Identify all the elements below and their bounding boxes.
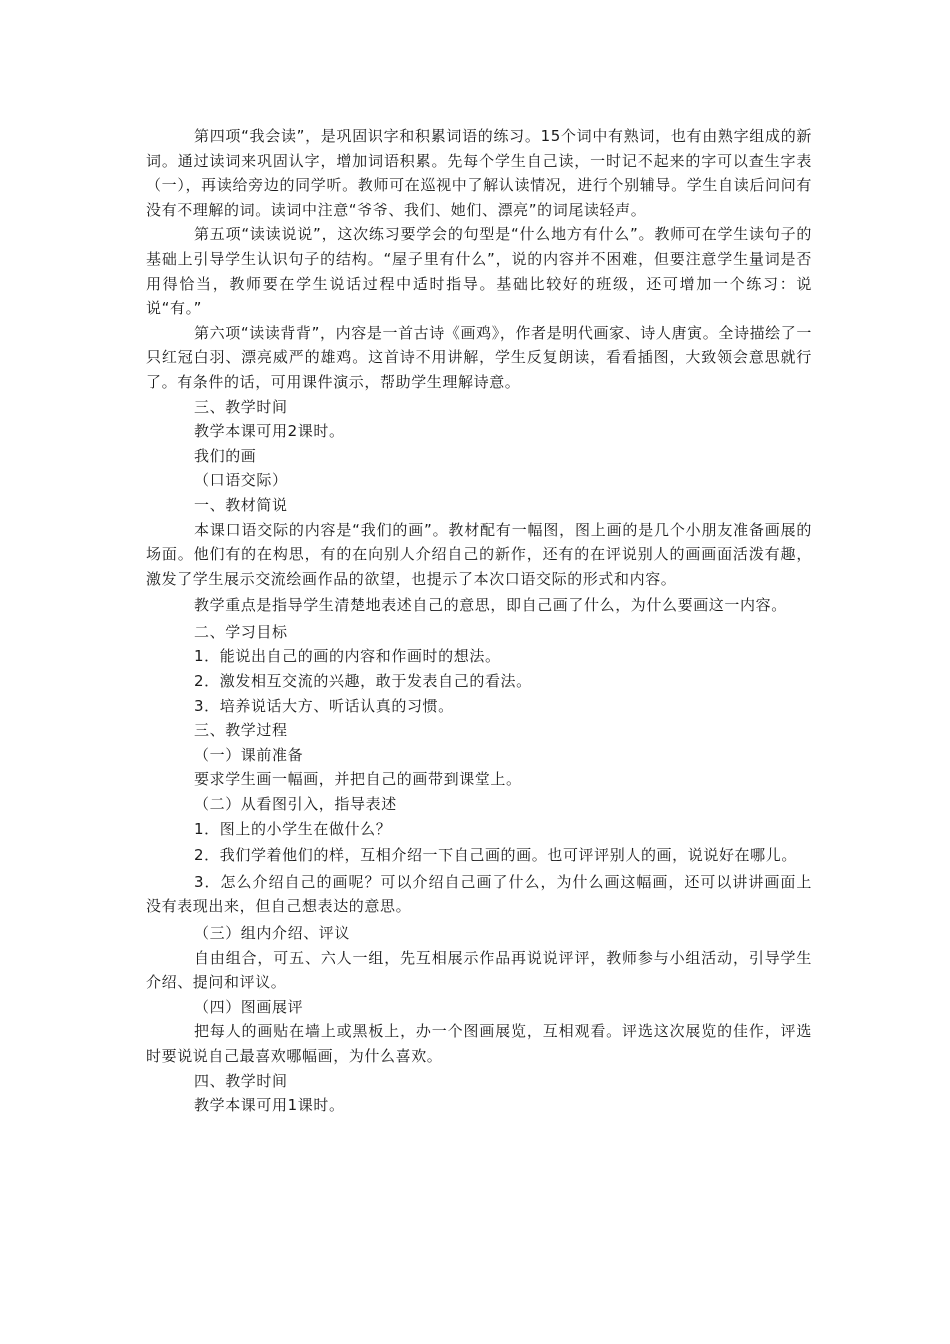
paragraph-item4-reading: 第四项“我会读”，是巩固识字和积累词语的练习。15个词中有熟词，也有由熟字组成的新词。通过读词来巩固认字，增加词语积累。先每个学生自己读，一时记不起来的字可以查生字表（一），再读给旁边的同学听。教师可在巡视中了解认读情况，进行个别辅导。学生自读后问问有没有不理解的词。读词中注意“爷爷、我们、她们、漂亮”的词尾读轻声。 <box>146 127 812 219</box>
paragraph-item5-read-and-say: 第五项“读读说说”，这次练习要学会的句型是“什么地方有什么”。教师可在学生读句子的基础上引导学生认识句子的结构。“屋子里有什么”，说的内容并不困难，但要注意学生量词是否用得恰当，教师要在学生说话过程中适时指导。基础比较好的班级，还可增加一个练习：说说“有。” <box>146 225 812 318</box>
section-heading-teaching-time-2: 四、教学时间 <box>194 1071 288 1090</box>
lesson-title: 我们的画 <box>194 446 257 465</box>
section-heading-teaching-time: 三、教学时间 <box>194 397 288 416</box>
lesson-subtitle: （口语交际） <box>194 471 288 490</box>
subsection-heading-picture-intro: （二）从看图引入，指导表述 <box>194 795 397 814</box>
paragraph-preparation: 要求学生画一幅画，并把自己的画带到课堂上。 <box>194 770 522 789</box>
list-item-goal-2: 2．激发相互交流的兴趣，敢于发表自己的看法。 <box>194 672 532 691</box>
subsection-heading-exhibition: （四）图画展评 <box>194 997 304 1016</box>
paragraph-class-hours-2: 教学本课可用1课时。 <box>194 1096 345 1115</box>
paragraph-teaching-focus: 教学重点是指导学生清楚地表述自己的意思，即自己画了什么，为什么要画这一内容。 <box>194 596 787 615</box>
section-heading-teaching-process: 三、教学过程 <box>194 721 288 740</box>
document-body <box>146 124 812 1118</box>
paragraph-exhibition: 把每人的画贴在墙上或黑板上，办一个图画展览，互相观看。评选这次展览的佳作，评选时要说说自己最喜欢哪幅画，为什么喜欢。 <box>146 1022 812 1065</box>
paragraph-material-description: 本课口语交际的内容是“我们的画”。教材配有一幅图，图上画的是几个小朋友准备画展的场面。他们有的在构思，有的在向别人介绍自己的新作，还有的在评说别人的画画面活泼有趣，激发了学生展示交流绘画作品的欲望，也提示了本次口语交际的形式和内容。 <box>146 520 812 588</box>
paragraph-group-review: 自由组合，可五、六人一组，先互相展示作品再说说评评，教师参与小组活动，引导学生介绍、提问和评议。 <box>146 948 812 992</box>
list-item-step-1: 1．图上的小学生在做什么？ <box>194 819 392 838</box>
paragraph-class-hours: 教学本课可用2课时。 <box>194 422 345 441</box>
list-item-step-3: 3．怎么介绍自己的画呢？可以介绍自己画了什么，为什么画这幅画，还可以讲讲画面上没有表现出来，但自己想表达的意思。 <box>146 872 812 916</box>
list-item-goal-3: 3．培养说话大方、听话认真的习惯。 <box>194 696 454 715</box>
subsection-heading-preparation: （一）课前准备 <box>194 745 304 764</box>
list-item-goal-1: 1．能说出自己的画的内容和作画时的想法。 <box>194 647 501 666</box>
section-heading-learning-goals: 二、学习目标 <box>194 622 288 641</box>
paragraph-item6-read-and-recite: 第六项“读读背背”，内容是一首古诗《画鸡》，作者是明代画家、诗人唐寅。全诗描绘了一只红冠白羽、漂亮威严的雄鸡。这首诗不用讲解，学生反复朗读，看看插图，大致领会意思就行了。有条件的话，可用课件演示，帮助学生理解诗意。 <box>146 323 812 391</box>
section-heading-material-overview: 一、教材简说 <box>194 495 288 514</box>
subsection-heading-group-review: （三）组内介绍、评议 <box>194 924 351 942</box>
list-item-step-2: 2．我们学着他们的样，互相介绍一下自己画的画。也可评评别人的画，说说好在哪儿。 <box>194 846 797 865</box>
